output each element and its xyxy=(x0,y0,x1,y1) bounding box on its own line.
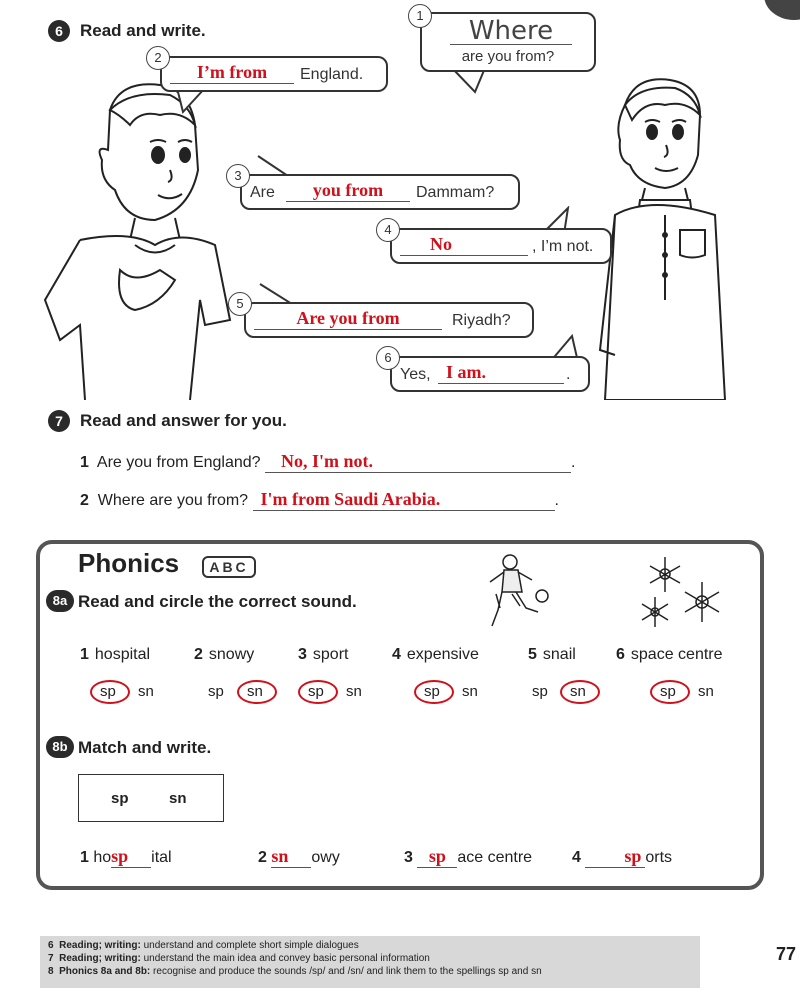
sound-option[interactable]: sn xyxy=(346,683,362,700)
sound-option[interactable]: sp xyxy=(100,683,116,700)
note-number: 6 xyxy=(48,940,54,951)
item-suffix: ital xyxy=(151,849,172,866)
sound-option[interactable]: sp xyxy=(424,683,440,700)
item-answer: sp xyxy=(585,846,645,868)
word-item xyxy=(194,646,254,664)
bubble-text: , I’m not. xyxy=(532,238,594,255)
word-text: space centre xyxy=(630,646,723,663)
bubble-number: 1 xyxy=(408,4,432,28)
page-tab-decoration xyxy=(764,0,800,20)
sound-option[interactable]: sn xyxy=(462,683,478,700)
bubble-answer: No xyxy=(400,234,528,256)
word-item xyxy=(80,646,150,664)
bubble-answer: you from xyxy=(286,180,410,202)
answer-circle xyxy=(560,680,600,704)
bubble-number: 2 xyxy=(146,46,170,70)
note-line xyxy=(48,952,692,965)
note-line xyxy=(48,939,692,952)
exercise-badge: 6 xyxy=(48,20,70,42)
note-label: Phonics 8a and 8b: xyxy=(59,966,151,977)
item-answer: sn xyxy=(271,846,311,868)
speech-bubble-4 xyxy=(390,228,612,264)
snowflakes-illustration xyxy=(630,552,730,632)
word-number: 1 xyxy=(80,646,89,663)
question-text: Where are you from? xyxy=(97,492,249,509)
bubble-answer: Where xyxy=(450,16,572,45)
sound-option[interactable]: sn xyxy=(698,683,714,700)
bubble-number: 5 xyxy=(228,292,252,316)
answer-circle xyxy=(237,680,277,704)
answer-circle xyxy=(414,680,454,704)
bubble-text: Dammam? xyxy=(416,184,495,201)
bubble-text: Riyadh? xyxy=(452,312,511,329)
word-number: 3 xyxy=(298,646,307,663)
item-number: 2 xyxy=(258,849,267,866)
sound-option[interactable]: sp xyxy=(308,683,324,700)
boy-illustration xyxy=(40,70,240,400)
sound-option[interactable]: sn xyxy=(138,683,154,700)
answer-text: I'm from Saudi Arabia. xyxy=(253,489,555,511)
word-text: sport xyxy=(312,646,349,663)
note-text: recognise and produce the sounds /sp/ and /sn/ and link them to the spellings sp and sn xyxy=(153,966,542,977)
word-number: 2 xyxy=(194,646,203,663)
item-number: 3 xyxy=(404,849,413,866)
match-item xyxy=(80,846,172,868)
sound-option[interactable]: sp xyxy=(532,683,548,700)
answer-text: No, I'm not. xyxy=(265,451,571,473)
word-number: 4 xyxy=(392,646,401,663)
bubble-text: . xyxy=(566,366,571,383)
item-answer: sp xyxy=(417,846,457,868)
item-suffix: owy xyxy=(311,849,340,866)
answer-circle xyxy=(298,680,338,704)
question-number: 1 xyxy=(80,454,89,471)
word-item xyxy=(616,646,723,664)
sound-option[interactable]: sp xyxy=(660,683,676,700)
note-label: Reading; writing: xyxy=(59,953,141,964)
word-text: snail xyxy=(542,646,576,663)
sound-option[interactable]: sn xyxy=(570,683,586,700)
bubble-answer: Are you from xyxy=(254,308,442,330)
question-number: 2 xyxy=(80,492,89,509)
abc-icon: ABC xyxy=(202,556,256,578)
note-label: Reading; writing: xyxy=(59,940,141,951)
sound-option[interactable]: sn xyxy=(247,683,263,700)
sound-option[interactable]: sp xyxy=(208,683,224,700)
bubble-text: England. xyxy=(300,66,364,83)
bubble-text-before: Are xyxy=(250,184,275,201)
box-sound: sn xyxy=(169,790,187,807)
bubble-number: 6 xyxy=(376,346,400,370)
match-item xyxy=(404,846,532,868)
speech-bubble-5 xyxy=(244,302,534,338)
box-sound: sp xyxy=(111,790,129,807)
word-text: hospital xyxy=(94,646,151,663)
item-suffix: orts xyxy=(645,849,673,866)
exercise-title: Read and answer for you. xyxy=(80,411,287,430)
exercise-badge: 8b xyxy=(46,736,74,758)
bubble-number: 3 xyxy=(226,164,250,188)
note-number: 7 xyxy=(48,953,54,964)
page-number: 77 xyxy=(776,944,797,964)
word-item xyxy=(528,646,576,664)
sound-word-box xyxy=(78,774,224,822)
bubble-text-before: Yes, xyxy=(400,366,431,383)
item-prefix: ho xyxy=(93,849,112,866)
word-text: expensive xyxy=(406,646,479,663)
answer-end: . xyxy=(571,454,576,471)
bubble-number: 4 xyxy=(376,218,400,242)
bubble-text: are you from? xyxy=(461,48,555,65)
word-item xyxy=(298,646,348,664)
word-number: 5 xyxy=(528,646,537,663)
bubble-answer: I am. xyxy=(438,362,564,384)
item-answer: sp xyxy=(111,846,151,868)
match-item xyxy=(572,846,672,868)
exercise-title: Read and circle the correct sound. xyxy=(78,592,357,611)
item-suffix: ace centre xyxy=(457,849,533,866)
football-boy-illustration xyxy=(478,552,558,632)
item-number: 1 xyxy=(80,849,89,866)
exercise-title: Read and write. xyxy=(80,21,206,40)
answer-circle xyxy=(650,680,690,704)
question-row xyxy=(80,489,559,511)
question-text: Are you from England? xyxy=(96,454,261,471)
question-row xyxy=(80,451,575,473)
word-text: snowy xyxy=(208,646,255,663)
note-text: understand the main idea and convey basic personal information xyxy=(143,953,430,964)
exercise-badge: 7 xyxy=(48,410,70,432)
note-number: 8 xyxy=(48,966,54,977)
speech-bubble-6 xyxy=(390,356,590,392)
item-number: 4 xyxy=(572,849,581,866)
word-item xyxy=(392,646,479,664)
speech-bubble-2 xyxy=(160,56,388,92)
exercise-badge: 8a xyxy=(46,590,74,612)
answer-end: . xyxy=(554,492,559,509)
speech-bubble-3 xyxy=(240,174,520,210)
answer-circle xyxy=(90,680,130,704)
note-line xyxy=(48,965,692,978)
phonics-title: Phonics xyxy=(78,548,180,578)
curriculum-notes xyxy=(40,936,700,988)
bubble-answer: I’m from xyxy=(170,62,294,84)
speech-bubble-1 xyxy=(420,12,596,72)
note-text: understand and complete short simple dialogues xyxy=(143,940,359,951)
word-number: 6 xyxy=(616,646,625,663)
match-item xyxy=(258,846,340,868)
exercise-title: Match and write. xyxy=(78,738,212,757)
